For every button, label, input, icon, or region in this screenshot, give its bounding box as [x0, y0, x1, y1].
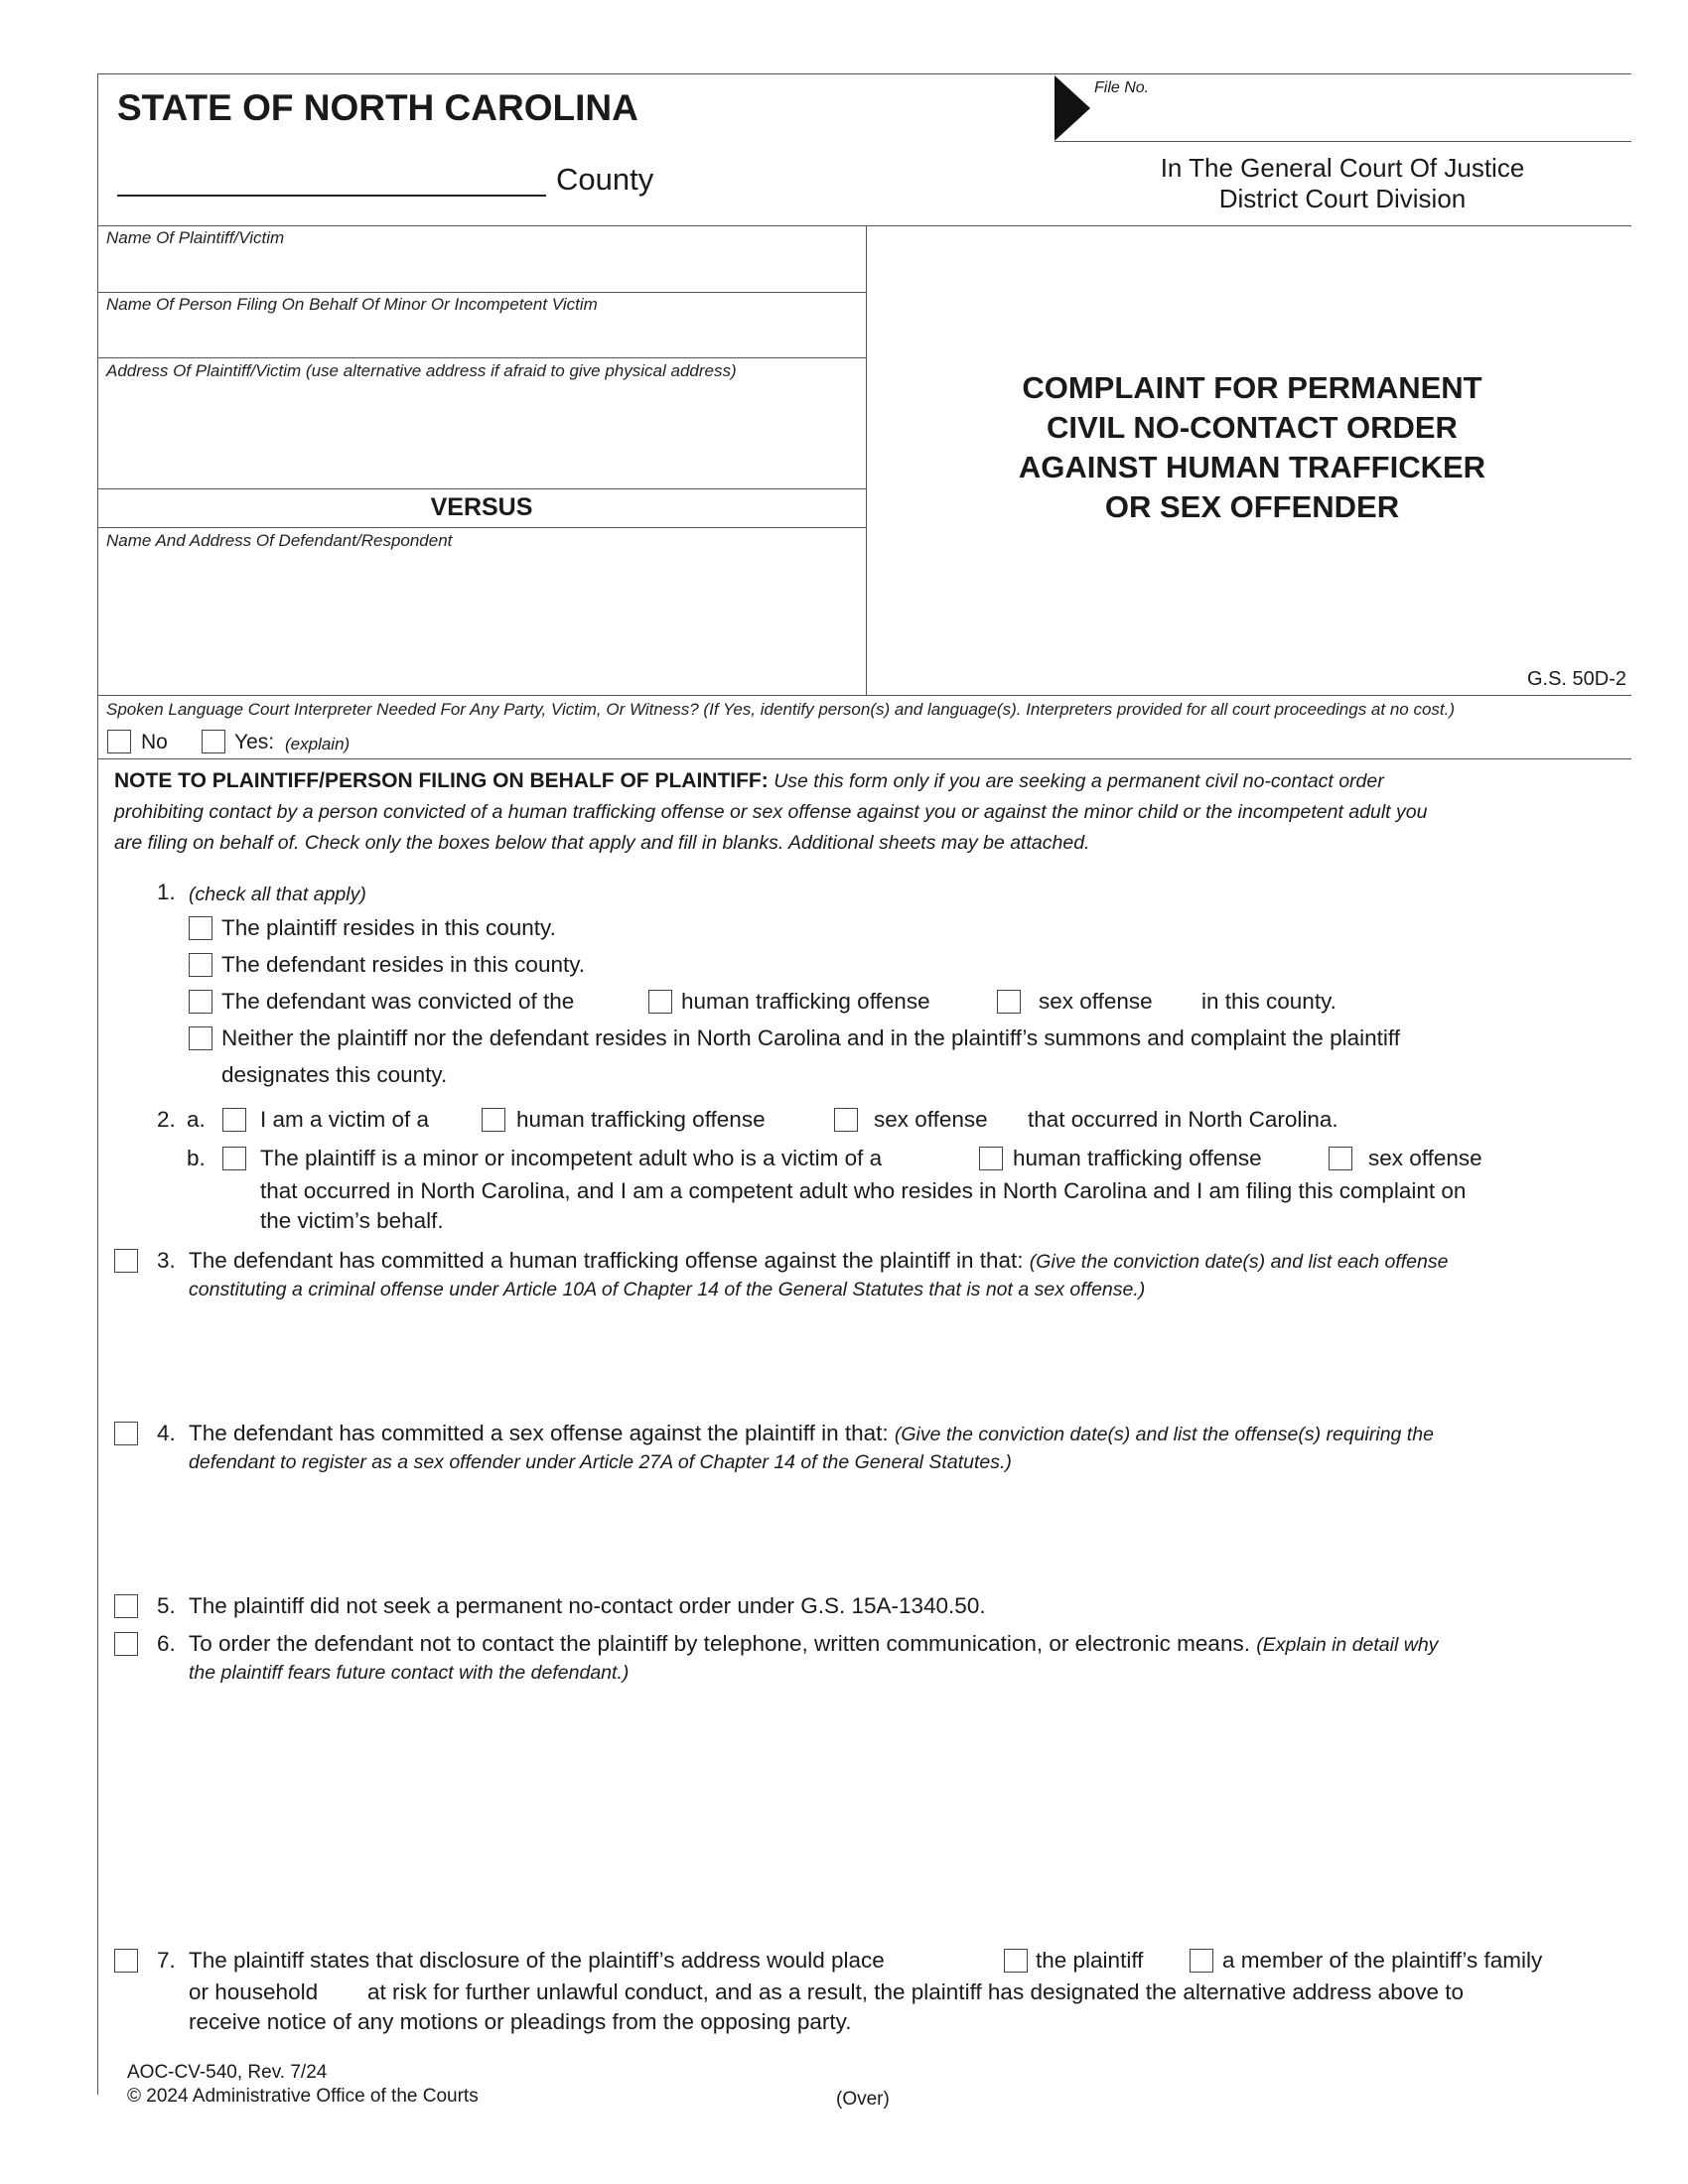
item6-instr-1: (Explain in detail why	[1256, 1634, 1439, 1656]
item6-main: To order the defendant not to contact the plaintiff by telephone, written communication, or electronic means.	[189, 1631, 1250, 1656]
item6-number: 6.	[157, 1631, 176, 1656]
item2b-human-trafficking-checkbox[interactable]	[979, 1147, 1003, 1170]
header-bottom-rule	[97, 225, 1631, 226]
arrow-marker-icon	[1055, 75, 1090, 141]
item1-human-trafficking-label: human trafficking offense	[681, 989, 930, 1014]
top-rule	[97, 73, 1631, 74]
item1-human-trafficking-checkbox[interactable]	[648, 990, 672, 1014]
item1-instructions: (check all that apply)	[189, 884, 366, 905]
county-label: County	[556, 162, 654, 197]
item5-number: 5.	[157, 1593, 176, 1618]
item1-neither-resides-checkbox[interactable]	[189, 1026, 212, 1050]
court-line-2: District Court Division	[1218, 184, 1467, 213]
note-paragraph	[114, 765, 1427, 859]
item6-answer-field[interactable]	[189, 1690, 1623, 1938]
note-text-2: prohibiting contact by a person convicted of a human trafficking offense or sex offense against you or against the minor child or the incompetent adult you	[114, 801, 1428, 823]
file-no-label: File No.	[1094, 79, 1150, 96]
item3-main: The defendant has committed a human trafficking offense against the plaintiff in that:	[189, 1248, 1024, 1273]
court-line-1: In The General Court Of Justice	[1160, 153, 1525, 183]
item2b-text: The plaintiff is a minor or incompetent adult who is a victim of a	[260, 1146, 883, 1170]
item7-text-3: receive notice of any motions or pleadings from the opposing party.	[189, 2009, 852, 2034]
file-no-field[interactable]	[1094, 99, 1630, 139]
form-number: AOC-CV-540, Rev. 7/24	[127, 2062, 328, 2083]
note-heading: NOTE TO PLAINTIFF/PERSON FILING ON BEHALF OF PLAINTIFF:	[114, 769, 769, 792]
title-line-3: AGAINST HUMAN TRAFFICKER	[1018, 450, 1486, 484]
plaintiff-name-field[interactable]	[99, 250, 864, 290]
item7-checkbox[interactable]	[114, 1949, 138, 1973]
file-no-rule	[1055, 141, 1631, 142]
item2a-human-trafficking-checkbox[interactable]	[482, 1108, 505, 1132]
item1-neither-resides-label: Neither the plaintiff nor the defendant resides in North Carolina and in the plaintiff’s summons and complaint the plaintiff	[221, 1025, 1400, 1050]
form-title	[866, 368, 1638, 527]
note-line-1	[114, 765, 1427, 797]
state-title: STATE OF NORTH CAROLINA	[117, 87, 638, 128]
item5-checkbox[interactable]	[114, 1594, 138, 1618]
left-border	[97, 73, 98, 2095]
item1-plaintiff-resides-label: The plaintiff resides in this county.	[221, 915, 556, 940]
interpreter-yes-label: Yes:	[234, 731, 275, 753]
item2b-label: b.	[187, 1146, 206, 1170]
item6-checkbox[interactable]	[114, 1632, 138, 1656]
item2a-text: I am a victim of a	[260, 1107, 430, 1132]
defendant-label: Name And Address Of Defendant/Respondent	[106, 531, 453, 550]
item4-main: The defendant has committed a sex offense against the plaintiff in that:	[189, 1421, 889, 1445]
item1-defendant-resides-label: The defendant resides in this county.	[221, 952, 586, 977]
item1-neither-resides-label-2: designates this county.	[221, 1062, 448, 1087]
item1-plaintiff-resides-checkbox[interactable]	[189, 916, 212, 940]
item2a-label: a.	[187, 1107, 206, 1132]
item7-plaintiff-label: the plaintiff	[1036, 1948, 1144, 1973]
interpreter-yes-checkbox[interactable]	[202, 730, 225, 753]
item3-text	[189, 1248, 1448, 1274]
item7-family-checkbox[interactable]	[1190, 1949, 1213, 1973]
interpreter-no-checkbox[interactable]	[107, 730, 131, 753]
item4-answer-field[interactable]	[189, 1479, 1623, 1578]
title-line-1: COMPLAINT FOR PERMANENT	[1022, 370, 1482, 405]
item7-family-label: a member of the plaintiff’s family	[1222, 1948, 1543, 1973]
versus-heading: VERSUS	[430, 493, 533, 521]
interpreter-explain-label: (explain)	[285, 735, 351, 753]
note-text-3: are filing on behalf of. Check only the boxes below that apply and fill in blanks. Additional sheets may be attached.	[114, 832, 1090, 854]
item2a-human-trafficking-label: human trafficking offense	[516, 1107, 766, 1132]
item5-text: The plaintiff did not seek a permanent no-contact order under G.S. 15A-1340.50.	[189, 1593, 986, 1618]
filer-name-field[interactable]	[99, 318, 864, 355]
copyright: © 2024 Administrative Office of the Courts	[127, 2086, 479, 2107]
parties-bottom-rule	[97, 695, 1631, 696]
item2b-text-2: that occurred in North Carolina, and I am a competent adult who resides in North Carolina and I am filing this complaint on	[260, 1178, 1467, 1203]
item2a-checkbox[interactable]	[222, 1108, 246, 1132]
item1-defendant-resides-checkbox[interactable]	[189, 953, 212, 977]
item7-household-label: or household	[189, 1979, 319, 2004]
item2b-checkbox[interactable]	[222, 1147, 246, 1170]
item4-text	[189, 1421, 1434, 1446]
item4-instr-1: (Give the conviction date(s) and list the offense(s) requiring the	[894, 1424, 1434, 1445]
item3-checkbox[interactable]	[114, 1249, 138, 1273]
address-rule	[97, 488, 866, 489]
item4-checkbox[interactable]	[114, 1422, 138, 1445]
filer-name-rule	[97, 357, 866, 358]
court-name	[1055, 153, 1630, 214]
title-line-2: CIVIL NO-CONTACT ORDER	[1047, 410, 1458, 445]
item1-number: 1.	[157, 880, 176, 904]
item4-number: 4.	[157, 1421, 176, 1445]
filer-name-label: Name Of Person Filing On Behalf Of Minor Or Incompetent Victim	[106, 295, 598, 314]
versus-rule	[97, 527, 866, 528]
item6-instr-2: the plaintiff fears future contact with the defendant.)	[189, 1662, 630, 1684]
plaintiff-name-label: Name Of Plaintiff/Victim	[106, 228, 285, 247]
item2b-sex-offense-label: sex offense	[1368, 1146, 1482, 1170]
item7-plaintiff-checkbox[interactable]	[1004, 1949, 1028, 1973]
item2b-sex-offense-checkbox[interactable]	[1329, 1147, 1352, 1170]
over-label: (Over)	[836, 2089, 890, 2110]
item2a-end-label: that occurred in North Carolina.	[1028, 1107, 1338, 1132]
interpreter-question: Spoken Language Court Interpreter Needed For Any Party, Victim, Or Witness? (If Yes, identify person(s) and language(s). Interpreters provided for all court proceedings at no cost.)	[106, 700, 1456, 719]
note-text-1: Use this form only if you are seeking a permanent civil no-contact order	[774, 770, 1384, 792]
item2a-sex-offense-checkbox[interactable]	[834, 1108, 858, 1132]
interpreter-bottom-rule	[97, 758, 1631, 759]
title-line-4: OR SEX OFFENDER	[1104, 489, 1400, 524]
item7-text-2: at risk for further unlawful conduct, and as a result, the plaintiff has designated the alternative address above to	[367, 1979, 1464, 2004]
item6-text	[189, 1631, 1438, 1657]
item4-instr-2: defendant to register as a sex offender under Article 27A of Chapter 14 of the General Statutes.)	[189, 1451, 1012, 1473]
item2a-sex-offense-label: sex offense	[874, 1107, 988, 1132]
item1-in-county-label: in this county.	[1201, 989, 1336, 1014]
item3-instr-1: (Give the conviction date(s) and list each offense	[1029, 1251, 1449, 1273]
item7-text: The plaintiff states that disclosure of the plaintiff’s address would place	[189, 1948, 885, 1973]
item1-sex-offense-checkbox[interactable]	[997, 990, 1021, 1014]
county-blank-line[interactable]	[117, 195, 546, 197]
item2b-human-trafficking-label: human trafficking offense	[1013, 1146, 1262, 1170]
item1-sex-offense-label: sex offense	[1039, 989, 1153, 1014]
plaintiff-address-label: Address Of Plaintiff/Victim (use alternative address if afraid to give physical address)	[106, 361, 737, 380]
item3-number: 3.	[157, 1248, 176, 1273]
statute-reference: G.S. 50D-2	[1526, 668, 1626, 690]
item2-number: 2.	[157, 1107, 176, 1132]
item3-answer-field[interactable]	[189, 1306, 1623, 1406]
plaintiff-address-field[interactable]	[99, 385, 864, 486]
item3-instr-2: constituting a criminal offense under Article 10A of Chapter 14 of the General Statutes that is not a sex offense.)	[189, 1279, 1146, 1300]
item1-convicted-checkbox[interactable]	[189, 990, 212, 1014]
interpreter-explain-field[interactable]	[359, 727, 1625, 756]
interpreter-no-label: No	[141, 731, 168, 753]
item7-number: 7.	[157, 1948, 176, 1973]
defendant-field[interactable]	[99, 554, 864, 691]
item2b-text-3: the victim’s behalf.	[260, 1208, 444, 1233]
item1-convicted-label: The defendant was convicted of the	[221, 989, 575, 1014]
plaintiff-name-rule	[97, 292, 866, 293]
